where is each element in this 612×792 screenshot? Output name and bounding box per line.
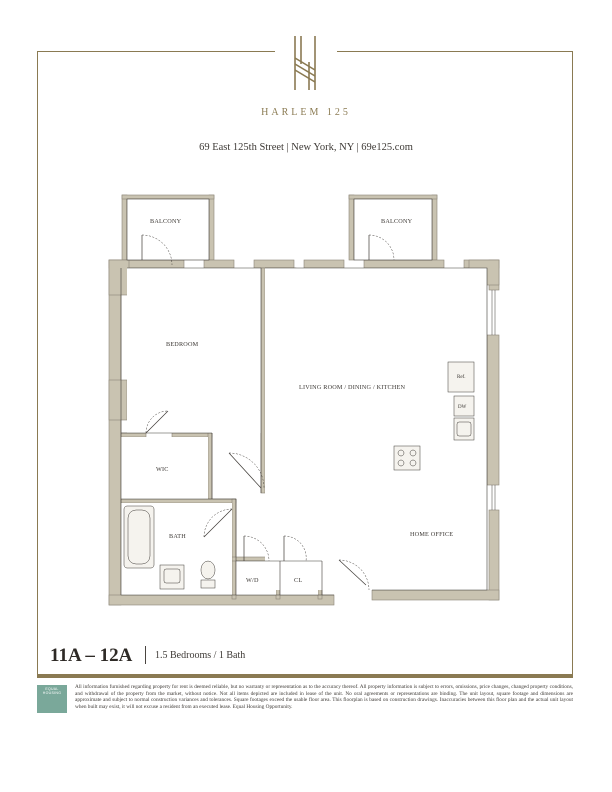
dw-label: DW <box>458 405 467 410</box>
wic-label: WIC <box>156 466 169 473</box>
left-wall-jog <box>109 260 129 295</box>
unit-name: 11A – 12A <box>50 645 133 666</box>
bath-label: BATH <box>169 533 186 540</box>
wic-top-wall <box>121 433 146 437</box>
unit-separator <box>145 646 146 664</box>
balcony-right-wall-right <box>432 195 437 260</box>
toilet <box>201 561 215 588</box>
ref-label: Ref. <box>457 375 466 380</box>
home-office-label: HOME OFFICE <box>410 531 454 538</box>
bottom-wall-2 <box>372 590 499 600</box>
disclaimer-text: All information furnished regarding property for rent is deemed reliable, but no warranty or representation as to the accuracy thereof. All property information is subject to errors, omissions, price changes, changed property conditions, and withdrawal of the property from the market, without notice. Not all items depicted are included in lease of the unit. No oral agreements or representations are binding. The unit layout, square footage and dimensions are approximate and subject to normal construction variances and tolerances. Square footages exceed the usable floor area. This floorplan is based on construction drawings. Inaccuracies between this floor plan and the actual unit layout when built may exist, it will not excuse a resident from an executed lease. Equal Housing Opportunity. <box>75 684 573 710</box>
balcony-left-wall-right <box>209 195 214 260</box>
wic-right-wall <box>208 433 212 503</box>
top-wall-5 <box>364 260 444 268</box>
balcony-left-wall-left <box>122 195 127 260</box>
unit-description: 1.5 Bedrooms / 1 Bath <box>155 650 246 661</box>
cl-label: CL <box>294 577 303 584</box>
top-wall-4 <box>304 260 344 268</box>
right-wall-mid <box>487 335 499 485</box>
partition-bed-living <box>261 268 265 493</box>
left-wall-jog2 <box>109 380 127 420</box>
top-wall-3 <box>254 260 294 268</box>
address-line: 69 East 125th Street | New York, NY | 69e125.com <box>199 142 413 153</box>
balcony-left-wall-top <box>122 195 214 199</box>
balcony-right-wall-left <box>349 195 354 260</box>
sink <box>454 418 474 440</box>
balcony-right-wall-top <box>349 195 437 199</box>
equal-housing-label: EQUAL HOUSING <box>42 687 62 695</box>
balcony-right-label: BALCONY <box>381 218 413 225</box>
wic-top-wall-2 <box>172 433 212 437</box>
floor-plan <box>104 190 504 610</box>
living-label: LIVING ROOM / DINING / KITCHEN <box>299 384 406 391</box>
left-wall <box>109 260 121 605</box>
bedroom-label: BEDROOM <box>166 341 199 348</box>
top-wall-2 <box>204 260 234 268</box>
stove <box>394 446 420 470</box>
wd-label: W/D <box>246 577 259 584</box>
bottom-wall-1 <box>109 595 334 605</box>
brand-name: HARLEM 125 <box>261 107 351 118</box>
vanity <box>160 565 184 589</box>
balcony-left-label: BALCONY <box>150 218 182 225</box>
right-wall-lower <box>489 510 499 600</box>
bath-top-wall <box>121 499 236 503</box>
equal-housing-logo <box>37 685 67 713</box>
bathtub <box>124 506 154 568</box>
bath-right-wall <box>232 499 236 599</box>
footer-divider <box>37 675 573 678</box>
harlem-logo-icon <box>290 34 320 92</box>
